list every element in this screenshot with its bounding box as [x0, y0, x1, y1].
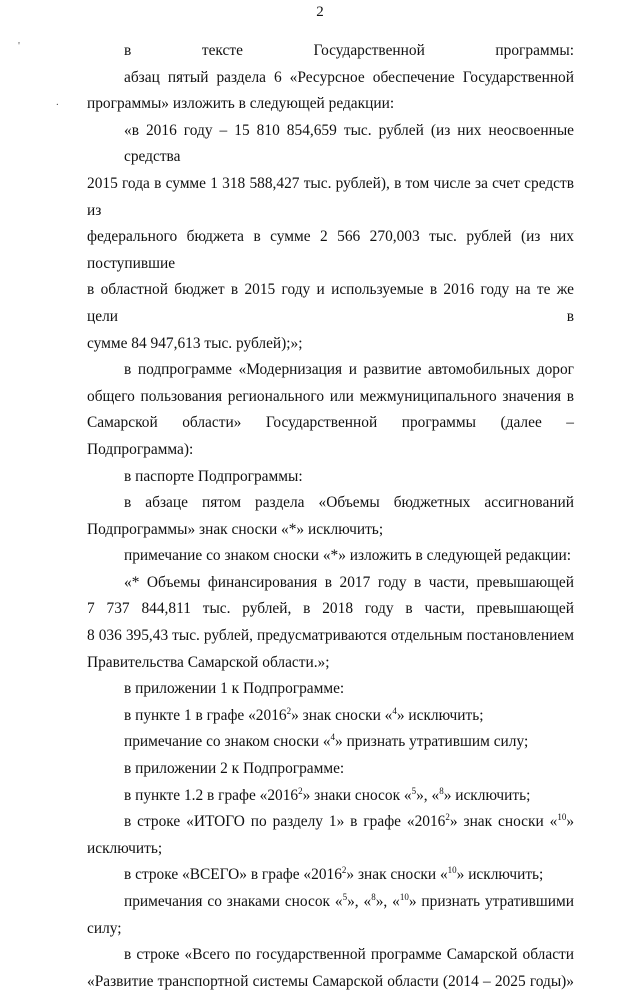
text-line [87, 889, 574, 916]
text-line [87, 916, 574, 943]
text-fragment: в пункте 1.2 в графе «2016 [124, 786, 299, 804]
text-line [87, 464, 574, 491]
text-fragment: » исключить; [443, 786, 531, 804]
scan-mark: ' [18, 40, 20, 52]
text-fragment: программы» изложить в следующей редакции: [87, 95, 395, 113]
text-fragment: примечание со знаком сноски « [124, 733, 331, 751]
footnote-superscript: 5 [411, 785, 417, 796]
text-line [87, 836, 574, 863]
text-line [87, 756, 574, 783]
footnote-superscript: 8 [439, 785, 444, 796]
text-line [87, 809, 574, 836]
footnote-superscript: 10 [557, 812, 567, 823]
text-fragment: примечание со знаком сноски «*» изложить в следующей редакции: [124, 547, 572, 565]
text-fragment: » знак сноски « [291, 706, 393, 724]
text-fragment: примечания со знаками сносок « [124, 893, 343, 910]
text-fragment: » знак сноски « [346, 866, 448, 884]
text-line [87, 65, 574, 92]
text-line [87, 623, 574, 650]
text-fragment: », « [416, 786, 440, 804]
text-line [87, 91, 574, 118]
text-line [87, 384, 574, 411]
text-fragment: » признать утратившим силу; [335, 733, 529, 751]
text-fragment: исключить; [87, 839, 163, 857]
text-fragment: сумме 84 947,613 тыс. рублей);»; [87, 334, 303, 352]
document-body [87, 38, 574, 995]
text-fragment: «в 2016 году – 15 810 854,659 тыс. рублей (из них неосвоенные средства [124, 121, 574, 166]
text-line [87, 357, 574, 384]
text-line [87, 676, 574, 703]
text-fragment: в подпрограмме «Модернизация и развитие автомобильных дорог [124, 361, 574, 379]
text-line [87, 783, 574, 810]
text-line [87, 596, 574, 623]
text-line [87, 517, 574, 544]
text-line [87, 118, 574, 171]
footnote-superscript: 8 [371, 892, 376, 902]
text-fragment: Подпрограммы» знак сноски «*» исключить; [87, 520, 384, 538]
text-fragment: в приложении 1 к Подпрограмме: [124, 680, 345, 698]
text-fragment: «Развитие транспортной системы Самарской области (2014 – 2025 годы)» [87, 972, 574, 990]
text-fragment: общего пользования регионального или межмуниципального значения в [87, 387, 574, 405]
footnote-superscript: 4 [330, 732, 336, 743]
text-fragment: » [566, 813, 575, 831]
text-fragment: » признать утратившими [408, 893, 574, 910]
text-fragment: в паспорте Подпрограммы: [124, 467, 303, 485]
text-line [87, 331, 574, 358]
text-fragment: в тексте Государственной программы: [124, 42, 574, 59]
text-fragment: в областной бюджет в 2015 году и используемые в 2016 году на те же цели в [87, 281, 574, 325]
text-fragment: в строке «Всего по государственной программе Самарской области [124, 946, 574, 964]
text-fragment: » исключить; [456, 866, 544, 884]
text-line [87, 543, 574, 570]
text-fragment: в абзаце пятом раздела «Объемы бюджетных ассигнований [124, 494, 574, 512]
text-line [87, 942, 574, 969]
text-fragment: федерального бюджета в сумме 2 566 270,003 тыс. рублей (из них поступившие [87, 228, 574, 272]
text-line [87, 650, 574, 677]
text-fragment: в строке «ИТОГО по разделу 1» в графе «2016 [124, 813, 446, 831]
text-line [87, 703, 574, 730]
footnote-superscript: 4 [392, 705, 397, 716]
text-line [87, 224, 574, 277]
text-line [87, 729, 574, 756]
footnote-superscript: 2 [445, 812, 450, 823]
text-fragment: », « [347, 893, 372, 910]
text-fragment: «* Объемы финансирования в 2017 году в части, превышающей [124, 573, 574, 591]
footnote-superscript: 2 [298, 785, 303, 796]
text-line [87, 277, 574, 330]
text-fragment: силу; [87, 919, 122, 937]
text-fragment: » знаки сносок « [302, 786, 412, 804]
text-line [87, 38, 574, 65]
text-fragment: », « [375, 893, 400, 910]
text-fragment: абзац пятый раздела 6 «Ресурсное обеспечение Государственной [124, 68, 574, 86]
footnote-superscript: 2 [341, 865, 347, 876]
text-line [87, 490, 574, 517]
text-fragment: Правительства Самарской области.»; [87, 653, 330, 671]
page-number: 2 [316, 4, 324, 20]
text-fragment: » знак сноски « [449, 813, 558, 831]
text-line [87, 171, 574, 224]
text-fragment: в строке «ВСЕГО» в графе «2016 [124, 866, 342, 884]
text-line [87, 570, 574, 597]
text-fragment: 7 737 844,811 тыс. рублей, в 2018 году в части, превышающей [87, 600, 574, 618]
text-line [87, 410, 574, 463]
footnote-superscript: 10 [447, 865, 457, 876]
text-fragment: Самарской области» Государственной программы (далее – Подпрограмма): [87, 414, 574, 458]
footnote-superscript: 10 [399, 892, 409, 902]
text-fragment: 8 036 395,43 тыс. рублей, предусматриваются отдельным постановлением [87, 627, 574, 645]
footnote-superscript: 5 [342, 892, 348, 902]
text-fragment: в приложении 2 к Подпрограмме: [124, 760, 345, 778]
text-line [87, 862, 574, 889]
scan-mark: . [56, 96, 59, 108]
text-line [87, 969, 574, 995]
text-fragment: » исключить; [396, 706, 484, 724]
footnote-superscript: 2 [286, 705, 292, 716]
text-fragment: 2015 года в сумме 1 318 588,427 тыс. рублей), в том числе за счет средств из [87, 174, 574, 219]
text-fragment: в пункте 1 в графе «2016 [124, 706, 287, 724]
